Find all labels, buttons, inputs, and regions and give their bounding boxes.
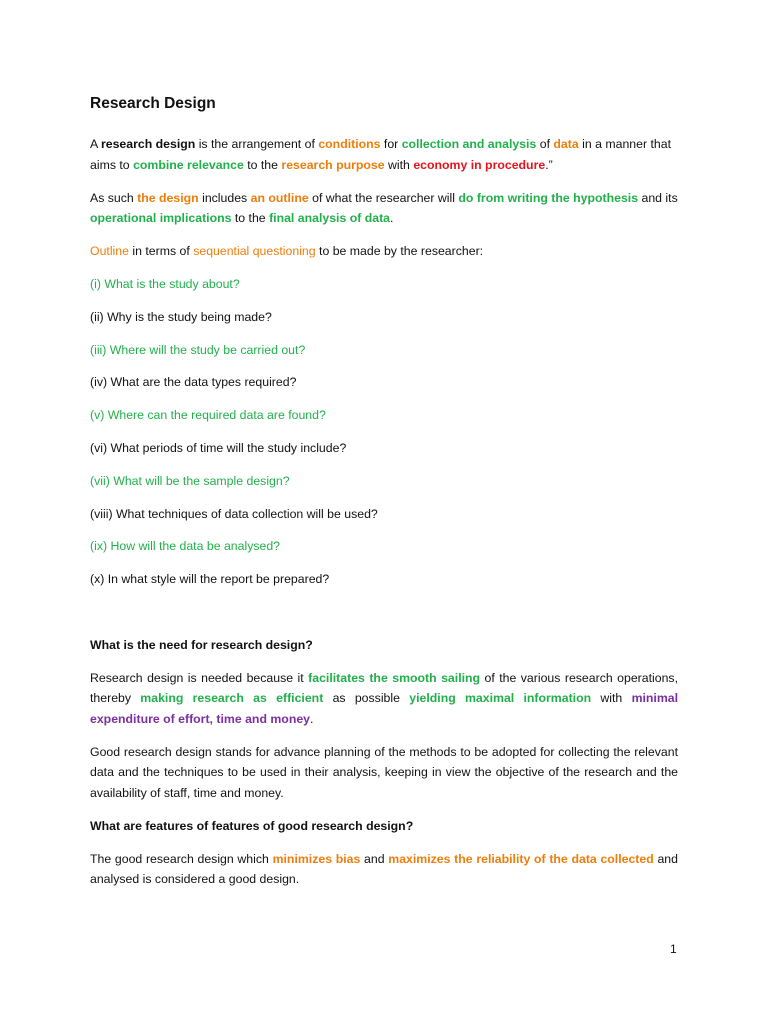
- list-item: (iv) What are the data types required?: [90, 375, 297, 390]
- highlight-conditions: conditions: [318, 137, 381, 151]
- highlight-minimizes-bias: minimizes bias: [272, 851, 361, 866]
- text-run: The good research design which: [90, 851, 273, 866]
- text-run: of: [536, 137, 554, 151]
- design-paragraph: [90, 188, 678, 229]
- question-list: [90, 274, 678, 590]
- highlight-final-analysis: final analysis of data: [269, 211, 391, 225]
- list-item: (x) In what style will the report be prepared?: [90, 572, 330, 587]
- highlight-data: data: [553, 137, 579, 151]
- list-item: (vii) What will be the sample design?: [90, 473, 290, 488]
- text-run: A: [90, 137, 101, 151]
- text-run: as possible: [323, 691, 410, 706]
- highlight-the-design: the design: [137, 190, 199, 205]
- highlight-an-outline: an outline: [250, 190, 309, 205]
- list-item: (iii) Where will the study be carried out?: [90, 342, 306, 357]
- highlight-operational-implications: operational implications: [90, 211, 232, 225]
- text-run: to the: [231, 211, 270, 225]
- text-run: to the: [243, 157, 282, 172]
- definition-paragraph: [90, 134, 678, 175]
- list-item: (ix) How will the data be analysed?: [90, 539, 281, 554]
- list-item: (vi) What periods of time will the study include?: [90, 440, 347, 455]
- text-run: and analysed is considered a good design.: [90, 851, 678, 887]
- highlight-combine-relevance: combine relevance: [133, 157, 244, 172]
- page-number: 1: [670, 942, 677, 956]
- text-run: with: [591, 691, 632, 706]
- list-item: (ii) Why is the study being made?: [90, 309, 272, 324]
- highlight-research-purpose: research purpose: [281, 157, 385, 172]
- highlight-outline: Outline: [90, 244, 129, 258]
- text-run: in a manner that aims to: [90, 137, 671, 172]
- highlight-maximal-information: yielding maximal information: [409, 691, 592, 706]
- text-run: for: [380, 137, 402, 151]
- text-run: of the various research operations, thereby: [90, 670, 678, 706]
- text-run: of what the researcher will: [308, 190, 459, 205]
- text-run: to be made by the researcher:: [315, 244, 484, 258]
- planning-paragraph: Good research design stands for advance planning of the methods to be adopted for collecting the relevant data and the techniques to be used in their analysis, keeping in view the objective of the research and the availability of staff, time and money.: [90, 744, 678, 800]
- text-run: .”: [545, 157, 553, 172]
- text-run: is the arrangement of: [195, 137, 319, 151]
- highlight-hypothesis: do from writing the hypothesis: [458, 190, 639, 205]
- need-heading: What is the need for research design?: [90, 637, 313, 652]
- highlight-reliability: maximizes the reliability of the data collected: [388, 851, 654, 866]
- features-paragraph: [90, 849, 678, 890]
- text-run: .: [390, 211, 394, 225]
- text-run: and: [360, 851, 389, 866]
- highlight-efficient: making research as efficient: [140, 691, 324, 706]
- highlight-research-design: research design: [100, 137, 196, 151]
- list-item: (viii) What techniques of data collection will be used?: [90, 506, 378, 521]
- text-run: .: [310, 711, 314, 726]
- text-run: in terms of: [128, 244, 194, 258]
- text-run: with: [384, 157, 414, 172]
- features-heading: What are features of features of good research design?: [90, 818, 414, 833]
- list-item: (i) What is the study about?: [90, 277, 240, 291]
- highlight-sequential-questioning: sequential questioning: [193, 244, 316, 258]
- list-item: (v) Where can the required data are found?: [90, 408, 326, 423]
- outline-paragraph: [90, 241, 678, 262]
- text-run: As such: [90, 190, 138, 205]
- text-run: includes: [198, 190, 251, 205]
- need-paragraph: [90, 668, 678, 730]
- highlight-economy: economy in procedure: [413, 157, 546, 172]
- highlight-collection-analysis: collection and analysis: [401, 137, 537, 151]
- highlight-minimal-expenditure: minimal expenditure of effort, time and money: [90, 691, 679, 726]
- document-body: [90, 92, 678, 890]
- highlight-smooth-sailing: facilitates the smooth sailing: [308, 670, 481, 685]
- text-run: Research design is needed because it: [90, 670, 309, 685]
- text-run: and its: [638, 190, 678, 205]
- page-title: Research Design: [90, 95, 216, 112]
